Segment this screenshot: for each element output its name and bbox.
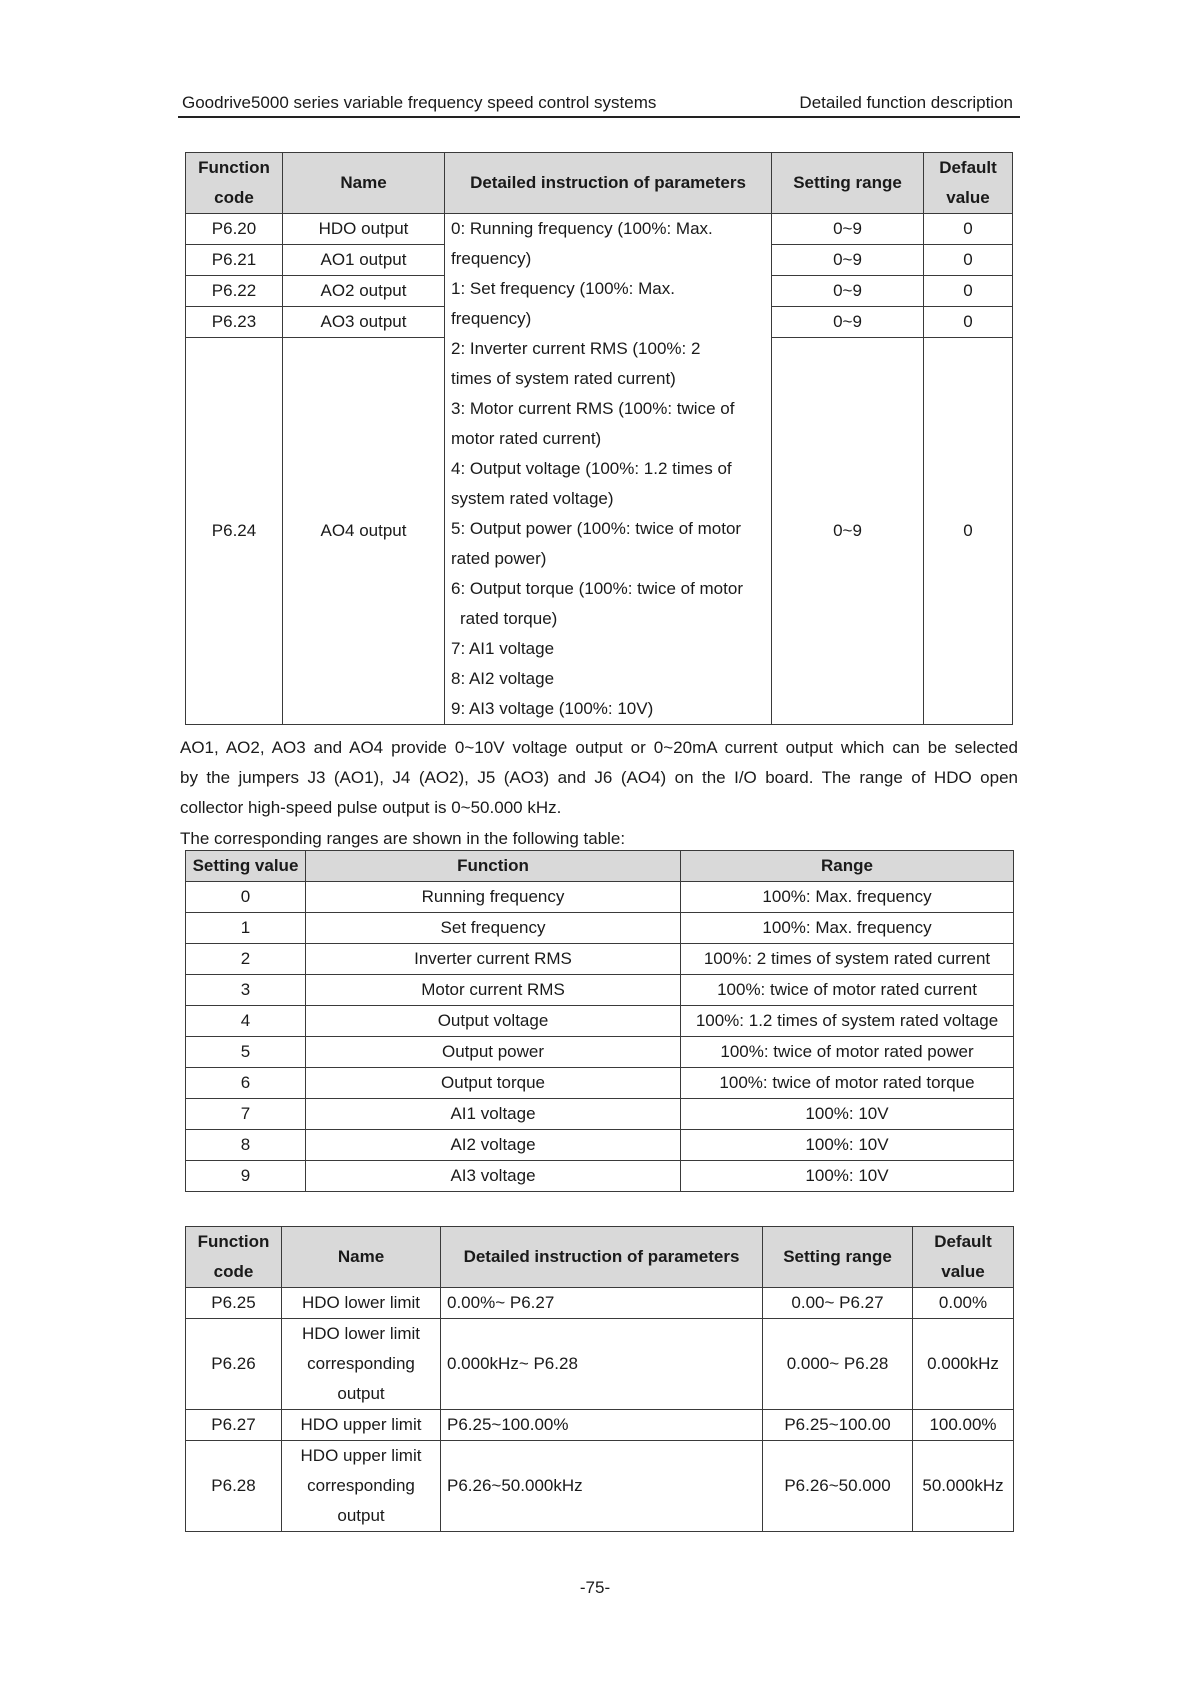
range-cell: 100%: 10V [681, 1130, 1014, 1161]
table-row [186, 1130, 1014, 1161]
range-cell: 100%: Max. frequency [681, 882, 1014, 913]
function-cell: Inverter current RMS [306, 944, 681, 975]
function-cell: Output voltage [306, 1006, 681, 1037]
setting-value-cell: 0 [186, 882, 306, 913]
function-code-cell: P6.24 [186, 338, 283, 725]
table-row [186, 1410, 1014, 1441]
description-cell: 0.000kHz~ P6.28 [441, 1319, 763, 1410]
name-cell: AO3 output [283, 307, 445, 338]
header-detailed-instruction: Detailed instruction of parameters [445, 153, 772, 214]
description-line: times of system rated current) [451, 369, 676, 388]
header-function-code: Function code [186, 1227, 282, 1288]
description-line: 8: AI2 voltage [451, 669, 555, 688]
function-code-cell: P6.21 [186, 245, 283, 276]
header-setting-value: Setting value [186, 851, 306, 882]
function-cell: AI2 voltage [306, 1130, 681, 1161]
setting-value-cell: 8 [186, 1130, 306, 1161]
table-row [186, 1288, 1014, 1319]
setting-value-range-table [185, 850, 1014, 1192]
default-value-cell: 100.00% [913, 1410, 1014, 1441]
setting-range-cell: 0~9 [772, 338, 924, 725]
name-cell: AO4 output [283, 338, 445, 725]
function-code-cell: P6.27 [186, 1410, 282, 1441]
description-line: 0: Running frequency (100%: Max. [451, 219, 713, 238]
table-row [186, 1037, 1014, 1068]
paragraph-line: AO1, AO2, AO3 and AO4 provide 0~10V voltage output or 0~20mA current output which can be selected [180, 738, 1018, 757]
header-function: Function [306, 851, 681, 882]
name-cell: HDO upper limit [282, 1410, 441, 1441]
description-line: frequency) [451, 309, 532, 328]
description-line: 9: AI3 voltage (100%: 10V) [451, 699, 654, 718]
function-cell: Motor current RMS [306, 975, 681, 1006]
header-default-value: Default value [924, 153, 1013, 214]
default-value-cell: 0 [924, 214, 1013, 245]
paragraph-line: collector high-speed pulse output is 0~50.000 kHz. [180, 798, 562, 817]
paragraph-line: by the jumpers J3 (AO1), J4 (AO2), J5 (AO3) and J6 (AO4) on the I/O board. The range of HDO open [180, 768, 1018, 787]
setting-range-cell: 0~9 [772, 214, 924, 245]
setting-value-cell: 2 [186, 944, 306, 975]
default-value-cell: 0 [924, 276, 1013, 307]
parameter-table-p6-20-24 [185, 152, 1013, 725]
table-row [186, 214, 1013, 245]
description-line: 5: Output power (100%: twice of motor [451, 519, 742, 538]
header-default-value: Default value [913, 1227, 1014, 1288]
default-value-cell: 0.000kHz [913, 1319, 1014, 1410]
description-line: rated torque) [460, 609, 558, 628]
table-row [186, 1006, 1014, 1037]
setting-range-cell: P6.26~50.000 [763, 1441, 913, 1532]
table-row [186, 1319, 1014, 1410]
default-value-cell: 0 [924, 338, 1013, 725]
function-code-cell: P6.28 [186, 1441, 282, 1532]
setting-value-cell: 7 [186, 1099, 306, 1130]
header-setting-range: Setting range [772, 153, 924, 214]
function-cell: Set frequency [306, 913, 681, 944]
table-row [186, 882, 1014, 913]
description-line: frequency) [451, 249, 532, 268]
description-line: rated power) [451, 549, 547, 568]
description-line: 1: Set frequency (100%: Max. [451, 279, 675, 298]
range-cell: 100%: 10V [681, 1099, 1014, 1130]
name-cell: HDO upper limit corresponding output [282, 1441, 441, 1532]
function-code-cell: P6.25 [186, 1288, 282, 1319]
range-cell: 100%: 2 times of system rated current [681, 944, 1014, 975]
table-row [186, 1068, 1014, 1099]
name-cell: AO1 output [283, 245, 445, 276]
table-header-row [186, 153, 1013, 214]
output-description-paragraph [180, 733, 1018, 823]
header-setting-range: Setting range [763, 1227, 913, 1288]
setting-range-cell: 0~9 [772, 307, 924, 338]
name-cell: AO2 output [283, 276, 445, 307]
setting-range-cell: 0.00~ P6.27 [763, 1288, 913, 1319]
setting-range-cell: 0.000~ P6.28 [763, 1319, 913, 1410]
range-cell: 100%: twice of motor rated power [681, 1037, 1014, 1068]
header-function-code: Function code [186, 153, 283, 214]
function-code-cell: P6.22 [186, 276, 283, 307]
header-detailed-instruction: Detailed instruction of parameters [441, 1227, 763, 1288]
table-row [186, 1161, 1014, 1192]
default-value-cell: 0 [924, 307, 1013, 338]
range-cell: 100%: Max. frequency [681, 913, 1014, 944]
function-cell: AI1 voltage [306, 1099, 681, 1130]
description-cell: P6.26~50.000kHz [441, 1441, 763, 1532]
description-cell [445, 214, 772, 725]
header-title: Goodrive5000 series variable frequency speed control systems [182, 93, 657, 112]
function-cell: Output torque [306, 1068, 681, 1099]
description-cell: P6.25~100.00% [441, 1410, 763, 1441]
description-cell: 0.00%~ P6.27 [441, 1288, 763, 1319]
setting-value-cell: 4 [186, 1006, 306, 1037]
setting-value-cell: 1 [186, 913, 306, 944]
page-header [178, 92, 1020, 118]
name-cell: HDO output [283, 214, 445, 245]
table-row [186, 913, 1014, 944]
setting-range-cell: P6.25~100.00 [763, 1410, 913, 1441]
function-code-cell: P6.26 [186, 1319, 282, 1410]
description-line: 3: Motor current RMS (100%: twice of [451, 399, 735, 418]
table-intro-paragraph: The corresponding ranges are shown in the following table: [180, 829, 626, 848]
default-value-cell: 50.000kHz [913, 1441, 1014, 1532]
table-row [186, 975, 1014, 1006]
table-header-row [186, 851, 1014, 882]
header-name: Name [282, 1227, 441, 1288]
parameter-table-p6-25-28 [185, 1226, 1014, 1532]
default-value-cell: 0.00% [913, 1288, 1014, 1319]
description-line: 7: AI1 voltage [451, 639, 555, 658]
header-name: Name [283, 153, 445, 214]
function-cell: AI3 voltage [306, 1161, 681, 1192]
table-row [186, 1441, 1014, 1532]
setting-range-cell: 0~9 [772, 276, 924, 307]
range-cell: 100%: twice of motor rated current [681, 975, 1014, 1006]
name-cell: HDO lower limit corresponding output [282, 1319, 441, 1410]
table-row [186, 944, 1014, 975]
function-cell: Running frequency [306, 882, 681, 913]
setting-range-cell: 0~9 [772, 245, 924, 276]
setting-value-cell: 9 [186, 1161, 306, 1192]
header-section: Detailed function description [799, 93, 1013, 112]
setting-value-cell: 5 [186, 1037, 306, 1068]
setting-value-cell: 6 [186, 1068, 306, 1099]
description-line: system rated voltage) [451, 489, 614, 508]
description-line: motor rated current) [451, 429, 602, 448]
description-line: 6: Output torque (100%: twice of motor [451, 579, 743, 598]
function-code-cell: P6.20 [186, 214, 283, 245]
range-cell: 100%: twice of motor rated torque [681, 1068, 1014, 1099]
name-cell: HDO lower limit [282, 1288, 441, 1319]
table-header-row [186, 1227, 1014, 1288]
page-number: -75- [579, 1578, 611, 1597]
function-cell: Output power [306, 1037, 681, 1068]
function-code-cell: P6.23 [186, 307, 283, 338]
range-cell: 100%: 1.2 times of system rated voltage [681, 1006, 1014, 1037]
header-range: Range [681, 851, 1014, 882]
table-row [186, 1099, 1014, 1130]
range-cell: 100%: 10V [681, 1161, 1014, 1192]
setting-value-cell: 3 [186, 975, 306, 1006]
description-line: 4: Output voltage (100%: 1.2 times of [451, 459, 732, 478]
default-value-cell: 0 [924, 245, 1013, 276]
description-line: 2: Inverter current RMS (100%: 2 [451, 339, 701, 358]
